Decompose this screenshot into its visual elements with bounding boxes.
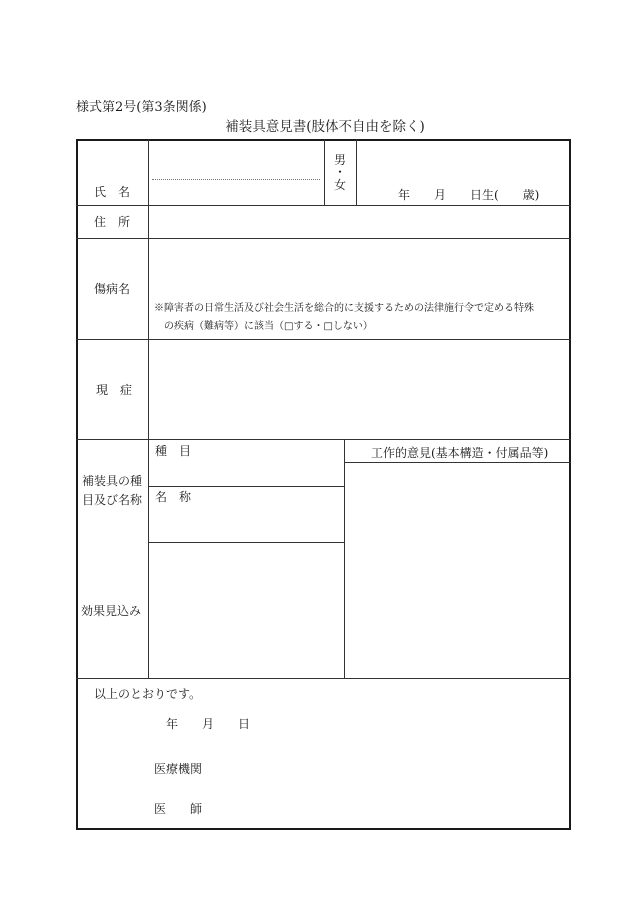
row-divider-name: [76, 205, 571, 206]
form-number: 様式第2号(第3条関係): [76, 100, 207, 115]
row-divider-effect: [76, 678, 571, 679]
gender-male: 男: [334, 153, 347, 167]
gender-female: 女: [334, 178, 347, 192]
divider-type-name: [148, 486, 344, 487]
divider-device-effect: [148, 542, 344, 543]
address-label: 住 所: [94, 215, 131, 229]
row-divider-disease: [76, 339, 571, 340]
device-type-label: 種 目: [155, 444, 192, 458]
document-title: 補装具意見書(肢体不自由を除く): [225, 119, 425, 135]
expected-effect-label: 効果見込み: [81, 604, 142, 618]
opinion-column-divider: [344, 439, 345, 678]
technical-opinion-header: 工作的意見(基本構造・付属品等): [371, 446, 549, 460]
gender-right-divider: [356, 139, 357, 205]
device-label-line1: 補装具の種: [82, 474, 143, 488]
issue-date: 年 月 日: [166, 717, 251, 731]
gender-separator: ・: [334, 165, 347, 179]
date-of-birth: 年 月 日生( 歳): [398, 188, 540, 202]
row-divider-address: [76, 238, 571, 239]
medical-institution-label: 医療機関: [154, 762, 203, 776]
disease-label: 傷病名: [94, 282, 131, 296]
divider-opinion-header: [344, 462, 571, 463]
name-label: 氏 名: [94, 185, 131, 199]
opinion-form-table: [76, 139, 571, 830]
closing-statement: 以上のとおりです。: [94, 687, 202, 701]
symptom-label: 現 症: [96, 383, 133, 397]
gender-left-divider: [324, 139, 325, 205]
intractable-disease-checkbox-text: の疾病（難病等）に該当（□する・□しない）: [164, 321, 373, 332]
doctor-label: 医 師: [154, 802, 203, 816]
label-column-divider: [148, 139, 149, 678]
furigana-line: [152, 179, 320, 180]
row-divider-symptom: [76, 439, 571, 440]
intractable-disease-note: ※障害者の日常生活及び社会生活を総合的に支援するための法律施行令で定める特殊: [154, 303, 534, 314]
device-label-line2: 目及び名称: [82, 493, 143, 507]
device-name-label: 名 称: [155, 490, 192, 504]
